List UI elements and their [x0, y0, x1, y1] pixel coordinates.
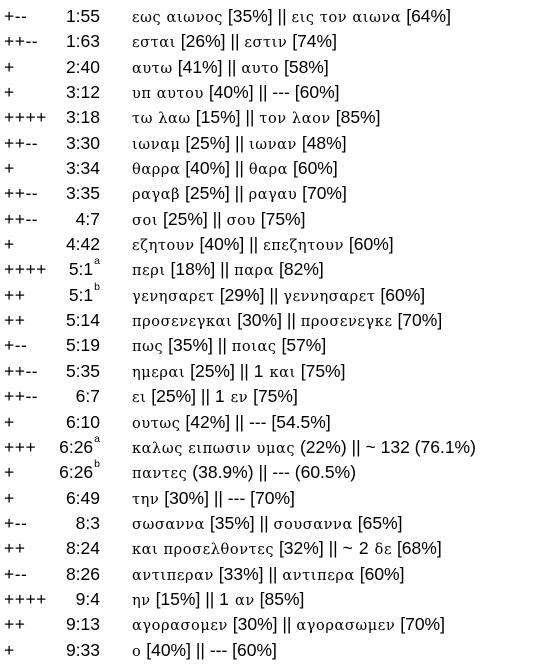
verse-number: 5:19 — [65, 335, 100, 356]
agreement-marks: + — [4, 487, 15, 508]
agreement-marks: ++-- — [4, 183, 39, 204]
reading-b-percent: [64%] — [406, 6, 451, 26]
reading-a-text: ο — [132, 643, 142, 660]
verse-number: 2:40 — [65, 56, 100, 77]
reference-cell — [24, 638, 100, 663]
reading-a-percent: [40%] — [146, 639, 191, 660]
reading-b-text: ιωναν — [249, 136, 297, 153]
reading-b-text: --- — [248, 411, 267, 432]
verse-reference — [66, 133, 100, 154]
reading-b-percent: [75%] — [300, 360, 346, 381]
verse-reference — [66, 310, 100, 331]
reading-b-percent: [60%] — [348, 234, 394, 255]
variant-reading — [132, 158, 338, 179]
reference-cell — [24, 359, 100, 384]
reading-b-text: 1 εν — [214, 386, 249, 407]
variant-reading — [132, 285, 425, 306]
verse-sub-marker: b — [94, 280, 100, 293]
verse-number: 5:1 — [68, 284, 94, 305]
verse-number: 9:33 — [65, 639, 100, 660]
separator: || — [195, 639, 205, 660]
separator: || — [235, 132, 245, 153]
verse-reference — [66, 57, 100, 78]
reading-b-percent: [68%] — [396, 538, 442, 559]
variant-reading — [132, 335, 326, 356]
agreement-marks: ++++ — [4, 107, 47, 128]
reading-b-percent: [85%] — [335, 107, 381, 128]
verse-number: 4:42 — [65, 234, 100, 255]
reading-a-text: περι — [132, 263, 166, 280]
separator: || — [268, 563, 278, 584]
reading-b-percent: [70%] — [400, 614, 445, 635]
verse-reference — [68, 255, 100, 280]
reading-b-percent: [60%] — [380, 284, 426, 305]
reading-b-text: αγορασωμεν — [296, 618, 396, 635]
separator: || — [282, 614, 292, 635]
reading-a-percent: (22%) — [299, 436, 347, 457]
reading-b-text: προσενεγκε — [300, 314, 393, 331]
verse-reference — [66, 107, 100, 128]
reading-b-text: ραγαυ — [248, 187, 298, 204]
verse-number: 6:49 — [65, 487, 100, 508]
reading-b-percent: [60%] — [292, 158, 338, 179]
separator: || — [269, 284, 279, 305]
reading-b-percent: (76.1%) — [414, 436, 476, 457]
variant-reading — [132, 462, 356, 483]
reading-b-percent: [74%] — [292, 31, 337, 52]
reading-a-percent: [40%] — [208, 82, 254, 103]
verse-number: 3:12 — [65, 82, 100, 103]
variant-reading — [132, 513, 403, 534]
verse-number: 6:7 — [75, 386, 100, 407]
reading-a-percent: [33%] — [218, 563, 264, 584]
variant-reading — [132, 6, 451, 27]
reading-a-text: ει — [132, 390, 147, 407]
reading-a-text: θαρρα — [132, 162, 181, 179]
reference-cell — [24, 511, 100, 536]
verse-number: 8:26 — [65, 563, 100, 584]
variant-reading — [132, 57, 329, 78]
verse-reference — [66, 412, 100, 433]
variant-reading — [132, 234, 394, 255]
reading-a-text: καλως ειπωσιν υμας — [132, 440, 296, 457]
reference-cell — [24, 536, 100, 561]
reference-cell — [24, 280, 100, 308]
verse-reference — [76, 386, 100, 407]
variant-reading — [132, 614, 445, 635]
separator: || — [217, 335, 227, 356]
agreement-marks: + — [4, 56, 15, 77]
reading-b-text: --- — [227, 487, 246, 508]
variant-reading — [132, 183, 347, 204]
reference-cell — [24, 384, 100, 409]
verse-number: 4:7 — [75, 208, 100, 229]
verse-number: 3:34 — [65, 158, 100, 179]
reference-cell — [24, 207, 100, 232]
reading-a-text: σοι — [132, 212, 159, 229]
verse-number: 6:10 — [65, 411, 100, 432]
reading-a-percent: [15%] — [155, 588, 201, 609]
reading-b-percent: [75%] — [253, 386, 298, 407]
reading-a-text: αγορασομεν — [132, 618, 228, 635]
reference-cell — [24, 131, 100, 156]
reference-cell — [24, 486, 100, 511]
verse-reference — [66, 6, 100, 27]
verse-reference — [66, 564, 100, 585]
reading-a-percent: [25%] — [151, 386, 197, 407]
variant-reading — [132, 133, 347, 154]
reference-cell — [24, 587, 100, 612]
verse-reference — [66, 335, 100, 356]
reference-cell — [24, 410, 100, 435]
reading-a-text: προσενεγκαι — [132, 314, 233, 331]
variant-reading — [132, 107, 380, 128]
separator: || — [249, 234, 259, 255]
separator: || — [277, 6, 287, 26]
verse-reference — [66, 640, 100, 661]
reading-a-text: πως — [132, 339, 164, 356]
reading-b-percent: [70%] — [397, 310, 443, 331]
verse-number: 5:14 — [65, 310, 100, 331]
reading-a-percent: [30%] — [164, 487, 209, 508]
agreement-marks: ++ — [4, 614, 26, 635]
reading-a-text: εσται — [132, 35, 176, 52]
reading-b-text: --- — [272, 462, 290, 483]
verse-number: 1:55 — [65, 6, 100, 26]
variant-reading — [132, 31, 337, 52]
reading-b-percent: [75%] — [260, 208, 306, 229]
reading-b-text: σου — [226, 212, 256, 229]
separator: || — [230, 31, 240, 52]
variant-reading — [132, 589, 304, 610]
reference-cell — [24, 156, 100, 181]
reference-cell — [24, 562, 100, 587]
reading-a-text: γενησαρετ — [132, 288, 215, 305]
reading-a-text: ραγαβ — [132, 187, 181, 204]
reading-a-text: ιωναμ — [132, 136, 181, 153]
reading-b-text: παρα — [234, 263, 275, 280]
reading-a-text: εζητουν — [132, 238, 195, 255]
reading-a-percent: [35%] — [168, 335, 213, 356]
reading-a-text: ημεραι — [132, 364, 186, 381]
variant-reading — [132, 82, 340, 103]
separator: || — [227, 56, 237, 77]
reading-b-text: 1 και — [253, 360, 296, 381]
verse-reference — [66, 82, 100, 103]
verse-sub-marker: a — [94, 255, 100, 268]
verse-sub-marker: b — [94, 458, 100, 471]
reading-a-percent: [40%] — [185, 158, 230, 179]
reading-b-text: αντιπερα — [282, 567, 355, 584]
verse-number: 3:18 — [65, 107, 100, 128]
agreement-marks: ++ — [4, 310, 26, 331]
reading-a-percent: [15%] — [195, 107, 241, 128]
reading-a-percent: [29%] — [219, 284, 265, 305]
verse-sub-marker: a — [94, 432, 100, 445]
separator: || — [328, 538, 338, 559]
verse-number: 5:35 — [65, 360, 100, 381]
separator: || — [239, 360, 249, 381]
separator: || — [235, 411, 245, 432]
reading-b-percent: [85%] — [259, 588, 305, 609]
reference-cell — [24, 432, 100, 460]
reading-a-percent: [35%] — [227, 6, 273, 26]
reading-a-text: εως αιωνος — [132, 10, 224, 26]
verse-reference — [66, 361, 100, 382]
agreement-marks: ++-- — [4, 31, 39, 52]
reading-b-text: --- — [209, 639, 228, 660]
reading-b-text: επεζητουν — [263, 238, 344, 255]
variant-reading — [132, 412, 331, 433]
reading-b-percent: [60%] — [294, 82, 340, 103]
separator: || — [205, 588, 215, 609]
reference-cell — [24, 308, 100, 333]
separator: || — [234, 183, 244, 204]
reading-b-percent: [54.5%] — [271, 411, 331, 432]
verse-number: 3:35 — [65, 183, 100, 204]
agreement-marks: ++-- — [4, 132, 39, 153]
verse-reference — [66, 488, 100, 509]
reading-a-text: αυτω — [132, 60, 173, 77]
reading-b-percent: [65%] — [357, 512, 403, 533]
separator: || — [234, 158, 244, 179]
reference-cell — [24, 4, 100, 29]
variant-reading — [132, 259, 324, 280]
verse-reference — [66, 31, 100, 52]
reference-cell — [24, 55, 100, 80]
variant-reading — [132, 640, 277, 661]
verse-reference — [66, 158, 100, 179]
reading-b-percent: [70%] — [250, 487, 295, 508]
verse-number: 8:24 — [65, 538, 100, 559]
reference-cell — [24, 105, 100, 130]
verse-reference — [66, 538, 100, 559]
reference-cell — [24, 612, 100, 637]
reading-a-percent: [25%] — [185, 132, 231, 153]
separator: || — [200, 386, 210, 407]
reading-b-text: γεννησαρετ — [283, 288, 376, 305]
separator: || — [286, 310, 296, 331]
verse-reference — [66, 234, 100, 255]
variant-reading — [132, 488, 295, 509]
reading-b-percent: [60%] — [232, 639, 277, 660]
reading-a-percent: [25%] — [163, 208, 208, 229]
separator: || — [258, 462, 268, 483]
variant-reading — [132, 437, 476, 458]
reference-cell — [24, 181, 100, 206]
verse-reference — [66, 614, 100, 635]
reference-cell — [24, 232, 100, 257]
verse-number: 9:4 — [75, 588, 100, 609]
agreement-marks: +-- — [4, 563, 28, 584]
verse-number: 1:63 — [65, 31, 100, 52]
variant-reading — [132, 386, 298, 407]
verse-number: 6:26 — [59, 436, 94, 457]
verse-number: 5:1 — [68, 259, 94, 280]
reading-a-percent: [42%] — [185, 411, 231, 432]
agreement-marks: + — [4, 82, 15, 103]
reading-b-text: ~ 132 — [365, 436, 410, 457]
agreement-marks: ++ — [4, 538, 26, 559]
agreement-marks: +-- — [4, 335, 28, 356]
agreement-marks: ++ — [4, 284, 26, 305]
reading-a-percent: [32%] — [278, 538, 324, 559]
reading-b-percent: [58%] — [283, 56, 329, 77]
reading-b-text: εστιν — [244, 35, 288, 52]
variant-reading — [132, 209, 305, 230]
agreement-marks: ++-- — [4, 208, 39, 229]
reading-b-percent: [82%] — [279, 259, 324, 280]
variant-reading — [132, 564, 404, 585]
reading-a-text: παντες — [132, 466, 188, 483]
reading-a-percent: [35%] — [209, 512, 255, 533]
separator: || — [258, 82, 268, 103]
reference-cell — [24, 257, 100, 282]
reading-b-percent: [70%] — [302, 183, 347, 204]
reading-a-percent: [40%] — [199, 234, 245, 255]
reference-cell — [24, 80, 100, 105]
reading-a-text: αντιπεραν — [132, 567, 214, 584]
verse-number: 6:26 — [59, 462, 94, 483]
agreement-marks: + — [4, 234, 15, 255]
reading-a-text: υπ αυτου — [132, 86, 204, 103]
reading-a-percent: [26%] — [180, 31, 226, 52]
reading-b-percent: [48%] — [301, 132, 347, 153]
verse-reference — [76, 209, 100, 230]
agreement-marks: ++++ — [4, 259, 47, 280]
separator: || — [213, 487, 223, 508]
agreement-marks: ++-- — [4, 386, 39, 407]
verse-number: 8:3 — [75, 512, 100, 533]
reading-a-text: και προσελθοντες — [132, 542, 275, 559]
agreement-marks: + — [4, 462, 15, 483]
reading-b-text: σουσαννα — [273, 516, 353, 533]
agreement-marks: ++-- — [4, 360, 39, 381]
verse-reference — [76, 513, 100, 534]
separator: || — [351, 436, 361, 457]
reading-b-text: ~ 2 δε — [342, 538, 393, 559]
reference-cell — [24, 29, 100, 54]
reading-b-text: εις τον αιωνα — [291, 10, 402, 26]
reading-a-text: τω λαω — [132, 111, 191, 128]
reading-b-percent: [57%] — [281, 335, 327, 356]
separator: || — [245, 107, 255, 128]
verse-number: 9:13 — [65, 614, 100, 635]
verse-reference — [59, 458, 100, 483]
agreement-marks: +-- — [4, 512, 28, 533]
agreement-marks: + — [4, 639, 15, 660]
separator: || — [212, 208, 222, 229]
reading-a-text: ουτως — [132, 415, 181, 432]
agreement-marks: +++ — [4, 436, 37, 457]
verse-reference — [59, 432, 100, 458]
variant-reading — [132, 310, 442, 331]
reading-b-text: ποιας — [231, 339, 277, 356]
variant-reading — [132, 361, 345, 382]
reading-b-text: αυτο — [241, 60, 280, 77]
reading-a-percent: [25%] — [185, 183, 230, 204]
reading-a-percent: [25%] — [190, 360, 235, 381]
reading-a-percent: [18%] — [170, 259, 216, 280]
verse-reference — [66, 183, 100, 204]
variant-reading — [132, 538, 442, 559]
verse-reference — [68, 280, 100, 306]
reading-a-text: ην — [132, 592, 151, 609]
reading-a-percent: [30%] — [237, 310, 282, 331]
agreement-marks: + — [4, 411, 15, 432]
agreement-marks: + — [4, 158, 15, 179]
reading-b-percent: (60.5%) — [294, 462, 357, 483]
reading-a-text: την — [132, 491, 160, 508]
reading-b-text: τον λαον — [259, 111, 331, 128]
reading-a-percent: [30%] — [232, 614, 278, 635]
reference-cell — [24, 460, 100, 485]
reading-b-text: 1 αν — [219, 588, 255, 609]
reading-a-percent: [41%] — [177, 56, 223, 77]
reading-b-percent: [60%] — [359, 563, 405, 584]
reference-cell — [24, 333, 100, 358]
separator: || — [220, 259, 230, 280]
verse-reference — [76, 589, 100, 610]
reading-a-percent: (38.9%) — [192, 462, 254, 483]
reading-b-text: θαρα — [248, 162, 289, 179]
reading-b-text: --- — [272, 82, 290, 103]
verse-number: 3:30 — [65, 132, 100, 153]
reading-a-text: σωσαννα — [132, 516, 206, 533]
separator: || — [259, 512, 269, 533]
agreement-marks: ++++ — [4, 588, 47, 609]
agreement-marks: +-- — [4, 6, 28, 26]
